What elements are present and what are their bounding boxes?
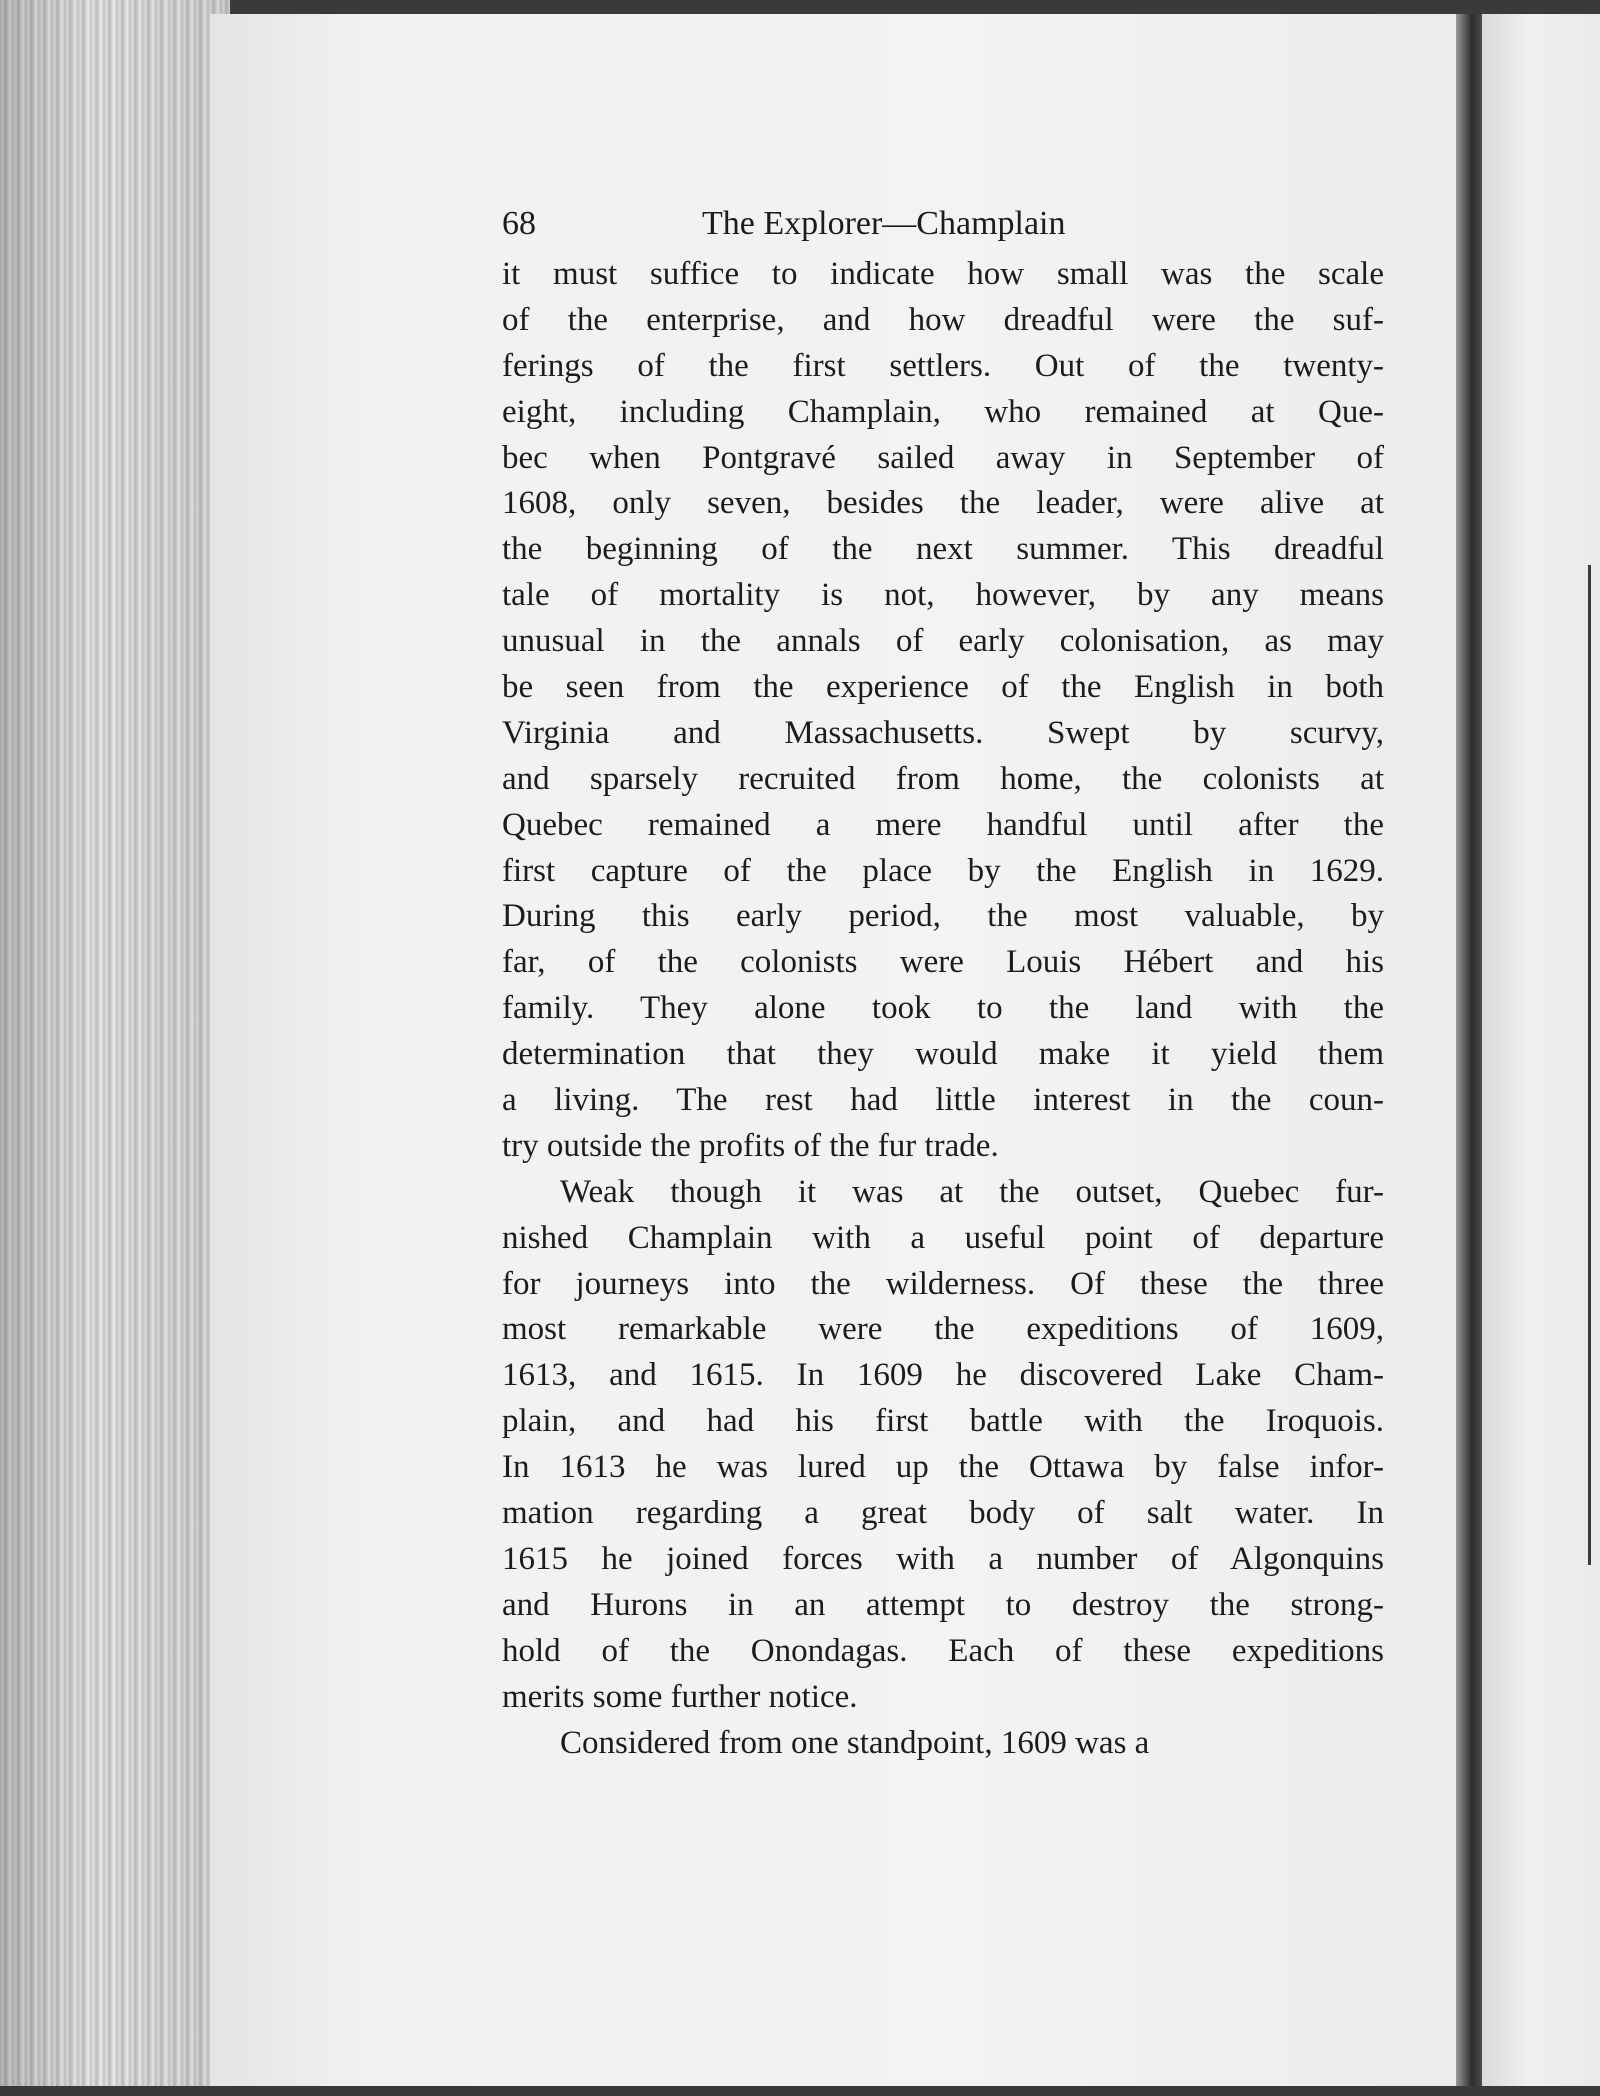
text-line: 1613, and 1615. In 1609 he discovered Lake Cham-	[502, 1357, 1384, 1394]
text-line: bec when Pontgravé sailed away in September of	[502, 439, 1384, 476]
text-line: Weak though it was at the outset, Quebec fur-	[560, 1173, 1384, 1210]
scan-bottom-border	[0, 2086, 1600, 2096]
text-line: eight, including Champlain, who remained at Que-	[502, 393, 1384, 430]
text-line: a living. The rest had little interest in the coun-	[502, 1082, 1384, 1119]
text-line: merits some further notice.	[502, 1678, 858, 1715]
text-line: it must suffice to indicate how small was the scale	[502, 256, 1384, 292]
text-line: unusual in the annals of early colonisation, as may	[502, 623, 1384, 660]
text-line: Quebec remained a mere handful until after the	[502, 806, 1384, 843]
book-gutter	[1456, 14, 1482, 2086]
text-line: first capture of the place by the English in 1629.	[502, 852, 1384, 889]
text-line: In 1613 he was lured up the Ottawa by false infor-	[502, 1449, 1384, 1486]
book-page-edges	[0, 0, 230, 2096]
text-line: Considered from one standpoint, 1609 was a	[560, 1724, 1150, 1761]
text-line: try outside the profits of the fur trade.	[502, 1127, 999, 1164]
text-line: hold of the Onondagas. Each of these expeditions	[502, 1632, 1384, 1669]
text-line: most remarkable were the expeditions of 1609,	[502, 1311, 1384, 1348]
body-text	[502, 252, 1384, 1766]
text-line: and sparsely recruited from home, the colonists at	[502, 760, 1384, 797]
text-line: far, of the colonists were Louis Hébert and his	[502, 944, 1384, 981]
page-text-block	[502, 196, 1384, 1766]
scan-top-border	[0, 0, 1600, 14]
text-line: 1608, only seven, besides the leader, were alive at	[502, 485, 1384, 522]
facing-page	[1482, 14, 1600, 2086]
text-line: of the enterprise, and how dreadful were the suf-	[502, 301, 1384, 338]
text-line: and Hurons in an attempt to destroy the strong-	[502, 1586, 1384, 1623]
text-line: be seen from the experience of the English in both	[502, 669, 1384, 706]
text-line: the beginning of the next summer. This dreadful	[502, 531, 1384, 568]
text-line: mation regarding a great body of salt water. In	[502, 1495, 1384, 1532]
text-line: nished Champlain with a useful point of departure	[502, 1219, 1384, 1256]
page-number: 68	[502, 205, 536, 242]
text-line: tale of mortality is not, however, by any means	[502, 577, 1384, 614]
text-line: for journeys into the wilderness. Of these the three	[502, 1265, 1384, 1302]
text-line: determination that they would make it yield them	[502, 1036, 1384, 1073]
text-line: ferings of the first settlers. Out of the twenty-	[502, 347, 1384, 384]
running-head	[502, 196, 1384, 252]
text-line: 1615 he joined forces with a number of Algonquins	[502, 1540, 1384, 1577]
text-line: plain, and had his first battle with the Iroquois.	[502, 1403, 1384, 1440]
text-line: Virginia and Massachusetts. Swept by scurvy,	[502, 714, 1384, 751]
text-line: family. They alone took to the land with the	[502, 990, 1384, 1027]
running-title: The Explorer—Champlain	[702, 205, 1066, 242]
text-line: During this early period, the most valuable, by	[502, 898, 1384, 935]
facing-page-rule	[1588, 565, 1591, 1565]
